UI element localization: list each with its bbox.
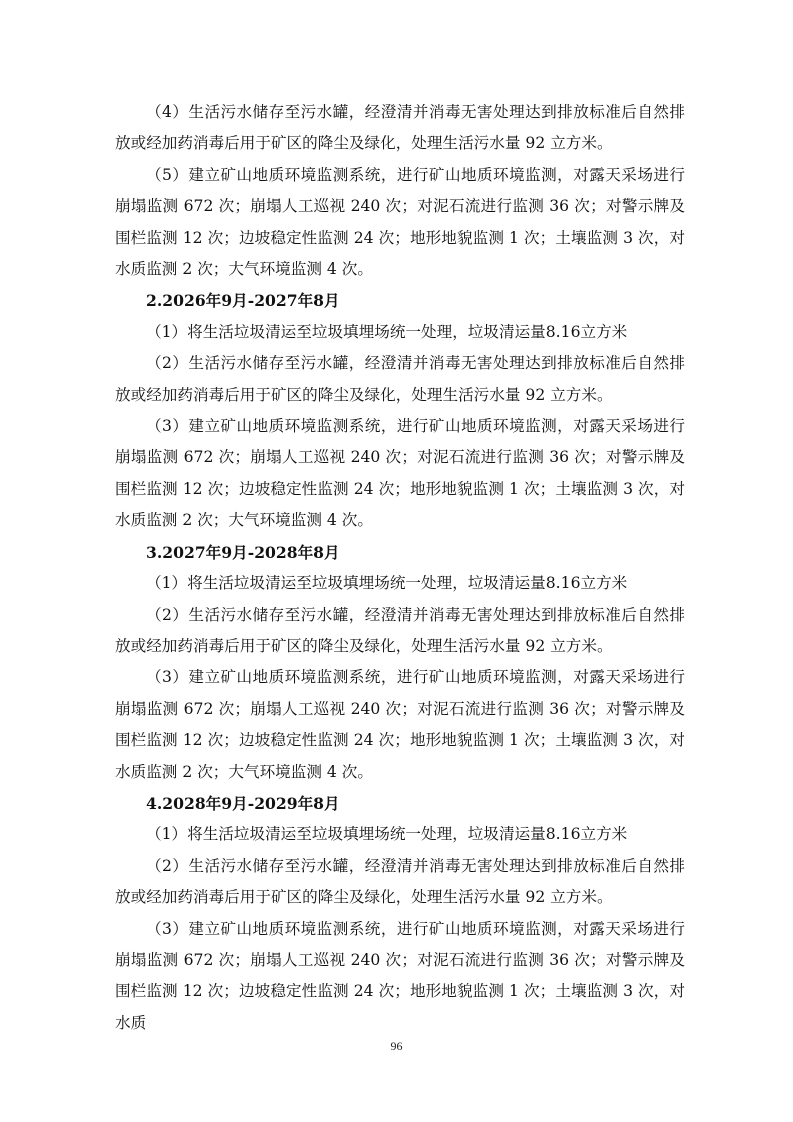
list-item: （3）建立矿山地质环境监测系统，进行矿山地质环境监测，对露天采场进行崩塌监测 672 次；崩塌人工巡视 240 次；对泥石流进行监测 36 次；对警示牌及围栏监测 12 次；边坡稳定性监测 24 次；地形地貌监测 1 次；土壤监测 3 次，对水质 bbox=[115, 919, 685, 1032]
list-item: （4）生活污水储存至污水罐，经澄清并消毒无害处理达到排放标准后自然排放或经加药消毒后用于矿区的降尘及绿化，处理生活污水量 92 立方米。 bbox=[115, 103, 685, 153]
list-item: （3）建立矿山地质环境监测系统，进行矿山地质环境监测，对露天采场进行崩塌监测 672 次；崩塌人工巡视 240 次；对泥石流进行监测 36 次；对警示牌及围栏监测 12 次；边坡稳定性监测 24 次；地形地貌监测 1 次；土壤监测 3 次，对水质监测 2 次；大气环境监测 4 次。 bbox=[115, 668, 685, 781]
list-item: （2）生活污水储存至污水罐，经澄清并消毒无害处理达到排放标准后自然排放或经加药消毒后用于矿区的降尘及绿化，处理生活污水量 92 立方米。 bbox=[115, 856, 685, 907]
list-item: （2）生活污水储存至污水罐，经澄清并消毒无害处理达到排放标准后自然排放或经加药消毒后用于矿区的降尘及绿化，处理生活污水量 92 立方米。 bbox=[115, 605, 685, 655]
list-item: （5）建立矿山地质环境监测系统，进行矿山地质环境监测，对露天采场进行崩塌监测 672 次；崩塌人工巡视 240 次；对泥石流进行监测 36 次；对警示牌及围栏监测 12 次；边坡稳定性监测 24 次；地形地貌监测 1 次；土壤监测 3 次，对水质监测 2 次；大气环境监测 4 次。 bbox=[115, 165, 685, 279]
list-item: （1）将生活垃圾清运至垃圾填埋场统一处理，垃圾清运量8.16立方米 bbox=[146, 322, 628, 341]
list-item: （1）将生活垃圾清运至垃圾填埋场统一处理，垃圾清运量8.16立方米 bbox=[146, 825, 628, 844]
list-item: （3）建立矿山地质环境监测系统，进行矿山地质环境监测，对露天采场进行崩塌监测 672 次；崩塌人工巡视 240 次；对泥石流进行监测 36 次；对警示牌及围栏监测 12 次；边坡稳定性监测 24 次；地形地貌监测 1 次；土壤监测 3 次，对水质监测 2 次；大气环境监测 4 次。 bbox=[115, 417, 685, 530]
list-item: （2）生活污水储存至污水罐，经澄清并消毒无害处理达到排放标准后自然排放或经加药消毒后用于矿区的降尘及绿化，处理生活污水量 92 立方米。 bbox=[115, 354, 685, 404]
list-item: （1）将生活垃圾清运至垃圾填埋场统一处理，垃圾清运量8.16立方米 bbox=[146, 574, 628, 593]
section-heading: 4.2028年9月-2029年8月 bbox=[146, 793, 340, 813]
section-heading: 2.2026年9月-2027年8月 bbox=[146, 291, 340, 311]
section-heading: 3.2027年9月-2028年8月 bbox=[146, 542, 340, 562]
page-number: 96 bbox=[390, 1039, 403, 1053]
document-body bbox=[115, 97, 685, 1039]
